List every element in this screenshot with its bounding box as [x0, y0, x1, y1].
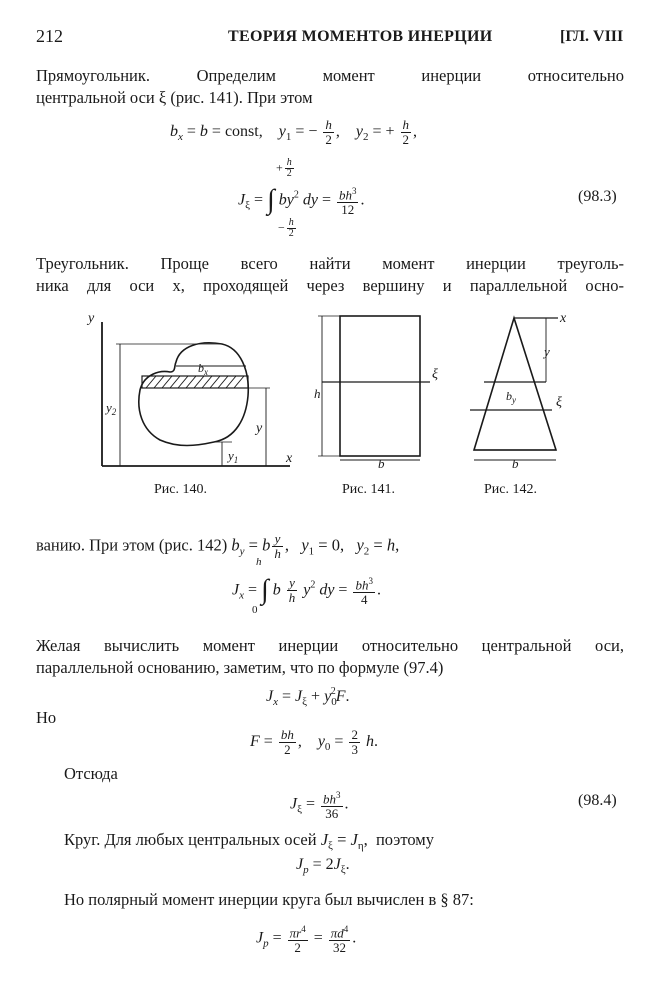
fig141-caption: Рис. 141.	[342, 482, 395, 497]
integral-upper-limit-h: h	[256, 556, 262, 568]
equation-polar-circle: $J_p$ = $\frac{\pi r^4}{2}$ = $\frac{\pi d^4}{32}$ .	[256, 924, 357, 956]
triangle-line3-text: ванию. При этом (рис. 142)	[36, 535, 228, 555]
figures-140-142	[0, 300, 672, 480]
text-but: Но	[36, 708, 57, 727]
circle-line1-text: Круг. Для любых центральных осей	[64, 830, 317, 849]
fig142-xi-label: ξ	[556, 395, 562, 410]
fig140-y-dim-label: y	[256, 421, 263, 436]
equation-98-3: $J_\xi$ = ∫ $by^2$ dy = $\frac{bh^3}{12}$ .	[238, 184, 365, 218]
triangle-para1: Желая вычислить момент инерции относительно центральной оси,	[36, 636, 624, 655]
circle-text-line1: Круг. Для любых центральных осей $J_\xi = J_\eta$, поэтому	[64, 830, 434, 852]
fig140-bx-label: $b_x$	[198, 361, 208, 377]
fig142-by-label: $b_y$	[506, 389, 516, 405]
equation-number-98-3: (98.3)	[578, 188, 617, 205]
integral-lower-limit: − $\frac{h}{2}$	[278, 217, 294, 239]
equation-polar: $J_p = 2J_\xi$.	[296, 856, 350, 876]
fig140-y-label: y	[88, 311, 95, 326]
fig142-x-label: x	[560, 311, 567, 326]
integral-lower-limit-0: 0	[252, 604, 258, 616]
fig140-x-label: x	[286, 451, 293, 466]
equation-jx-integral: $J_x$ = ∫ b $\frac{y}{h}$ $y^2$ dy = $\frac{bh^3}{4}$ .	[232, 574, 381, 608]
fig140-caption: Рис. 140.	[154, 482, 207, 497]
fig140-y1-label: $y_1$	[228, 448, 239, 465]
equation-parallel-axis: $J_x = J_\xi + y_0^2F$.	[266, 686, 350, 708]
rect-text-line1: Прямоугольник. Определим момент инерции относительно	[36, 66, 624, 85]
triangle-para2: параллельной основанию, заметим, что по формуле (97.4)	[36, 658, 444, 677]
running-title: ТЕОРИЯ МОМЕНТОВ ИНЕРЦИИ	[228, 28, 493, 45]
text-hence: Отсюда	[64, 764, 118, 783]
page-number: 212	[36, 26, 63, 46]
fig141-xi-label: ξ	[432, 367, 438, 382]
fig142-y-label: y	[544, 344, 550, 359]
triangle-text-line2: ника для оси x, проходящей через вершину и параллельной осно-	[36, 276, 624, 295]
equation-rect-limits: $b_x = b$ = const, $y_1$ = − $\frac{h}{2}$ , $y_2$ = + $\frac{h}{2}$ ,	[170, 117, 418, 147]
fig140-y2-label: $y_2$	[106, 400, 117, 417]
chapter-label: [ГЛ. VIII	[560, 28, 624, 45]
triangle-text-line3: ванию. При этом (рис. 142) $b_y = b$ $\frac{y}{h}$ , $y_1 = 0$, $y_2 = h$,	[36, 531, 400, 561]
equation-area: F = $\frac{bh}{2}$ , $y_0$ = $\frac{2}{3}$ h.	[250, 727, 378, 757]
fig142-caption: Рис. 142.	[484, 482, 537, 497]
integral-upper-limit: + $\frac{h}{2}$	[276, 157, 292, 179]
circle-text-line2: Но полярный момент инерции круга был вычислен в § 87:	[64, 890, 474, 909]
fig141-b-label: b	[378, 456, 385, 471]
equation-number-98-4: (98.4)	[578, 792, 617, 809]
rect-text-line2: центральной оси ξ (рис. 141). При этом	[36, 88, 313, 107]
equation-98-4: $J_\xi$ = $\frac{bh^3}{36}$ .	[290, 790, 349, 822]
fig142-b-label: b	[512, 456, 519, 471]
triangle-text-line1: Треугольник. Проще всего найти момент инерции треуголь-	[36, 254, 624, 273]
circle-line1-end: поэтому	[375, 830, 434, 849]
fig141-h-label: h	[314, 386, 321, 401]
